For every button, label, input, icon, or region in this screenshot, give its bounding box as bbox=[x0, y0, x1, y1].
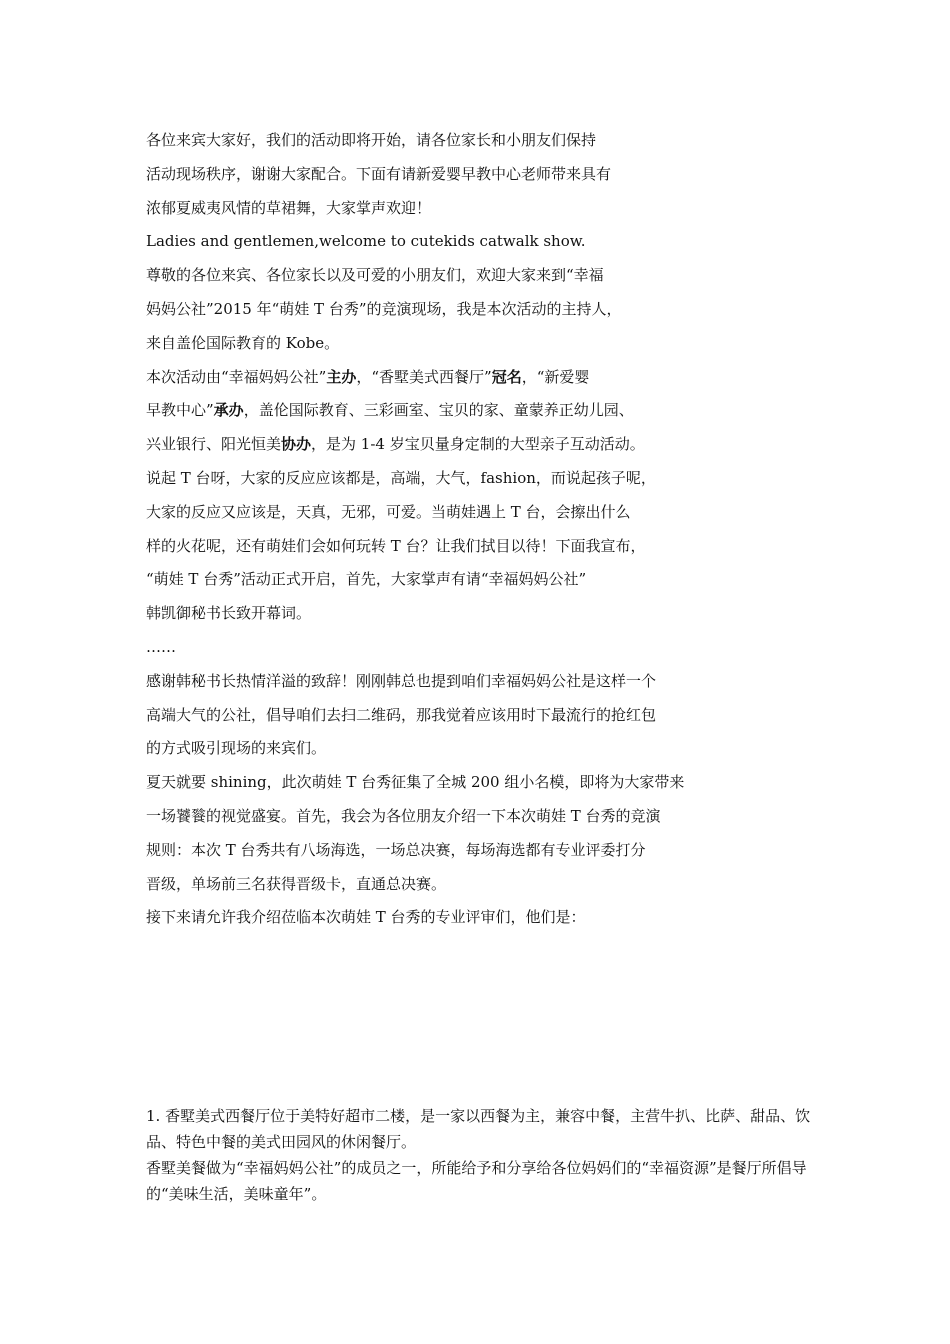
script-line bbox=[146, 158, 766, 192]
bold-keyword: 协办 bbox=[281, 435, 312, 454]
line-text: 活动现场秩序，谢谢大家配合。下面有请新爱婴早教中心老师带来具有 bbox=[146, 164, 612, 183]
script-line bbox=[146, 327, 766, 361]
script-line bbox=[146, 192, 766, 226]
script-line bbox=[146, 394, 766, 428]
line-text: 韩凯御秘书长致开幕词。 bbox=[146, 604, 312, 623]
line-text: ，“新爱婴 bbox=[521, 367, 590, 386]
line-text: 样的火花呢，还有萌娃们会如何玩转 T 台？让我们拭目以待！下面我宣布， bbox=[146, 536, 646, 555]
line-text: ，“香墅美式西餐厅” bbox=[356, 367, 492, 386]
line-text: “萌娃 T 台秀”活动正式开启，首先，大家掌声有请“幸福妈妈公社” bbox=[146, 570, 587, 589]
bold-keyword: 冠名 bbox=[491, 367, 522, 386]
script-line bbox=[146, 428, 766, 462]
line-text: 大家的反应又应该是，天真，无邪，可爱。当萌娃遇上 T 台，会擦出什么 bbox=[146, 502, 631, 521]
bold-keyword: 主办 bbox=[326, 367, 357, 386]
line-text: 高端大气的公社，倡导咱们去扫二维码，那我觉着应该用时下最流行的抢红包 bbox=[146, 705, 657, 724]
script-line bbox=[146, 631, 766, 665]
line-text: Ladies and gentlemen,welcome to cutekids catwalk show. bbox=[146, 232, 586, 251]
script-line bbox=[146, 496, 766, 530]
line-text: 规则：本次 T 台秀共有八场海选，一场总决赛，每场海选都有专业评委打分 bbox=[146, 840, 646, 859]
line-text: 夏天就要 shining，此次萌娃 T 台秀征集了全城 200 组小名模，即将为大家带来 bbox=[146, 773, 685, 792]
line-text: 来自盖伦国际教育的 Kobe。 bbox=[146, 333, 340, 352]
script-line bbox=[146, 225, 766, 259]
line-text: …… bbox=[146, 637, 176, 656]
script-line bbox=[146, 530, 766, 564]
line-text: 浓郁夏威夷风情的草裙舞，大家掌声欢迎！ bbox=[146, 198, 432, 217]
line-text: ，是为 1-4 岁宝贝量身定制的大型亲子互动活动。 bbox=[311, 435, 645, 454]
line-text: 兴业银行、阳光恒美 bbox=[146, 435, 282, 454]
line-text: 感谢韩秘书长热情洋溢的致辞！刚刚韩总也提到咱们幸福妈妈公社是这样一个 bbox=[146, 671, 657, 690]
line-text: 晋级，单场前三名获得晋级卡，直通总决赛。 bbox=[146, 874, 447, 893]
line-text: 的方式吸引现场的来宾们。 bbox=[146, 739, 327, 758]
script-line bbox=[146, 834, 766, 868]
script-line bbox=[146, 766, 766, 800]
line-text: 尊敬的各位来宾、各位家长以及可爱的小朋友们，欢迎大家来到“幸福 bbox=[146, 266, 604, 285]
script-line bbox=[146, 665, 766, 699]
line-text: 接下来请允许我介绍莅临本次萌娃 T 台秀的专业评审们，他们是： bbox=[146, 908, 586, 927]
sponsor-notes bbox=[146, 1103, 816, 1207]
script-line bbox=[146, 597, 766, 631]
line-text: 各位来宾大家好，我们的活动即将开始，请各位家长和小朋友们保持 bbox=[146, 131, 597, 149]
script-line bbox=[146, 868, 766, 902]
script-line bbox=[146, 293, 766, 327]
line-text: 妈妈公社”2015 年“萌娃 T 台秀”的竞演现场，我是本次活动的主持人， bbox=[146, 299, 622, 318]
bold-keyword: 承办 bbox=[213, 401, 244, 420]
script-line bbox=[146, 259, 766, 293]
line-text: ，盖伦国际教育、三彩画室、宝贝的家、童蒙养正幼儿园、 bbox=[243, 401, 634, 420]
script-line bbox=[146, 732, 766, 766]
line-text: 本次活动由“幸福妈妈公社” bbox=[146, 367, 327, 386]
host-script bbox=[146, 124, 766, 935]
script-line bbox=[146, 901, 766, 935]
note-paragraph: 香墅美餐做为“幸福妈妈公社”的成员之一，所能给予和分享给各位妈妈们的“幸福资源”是餐厅所倡导的“美味生活，美味童年”。 bbox=[146, 1159, 807, 1203]
script-line bbox=[146, 699, 766, 733]
script-line bbox=[146, 124, 766, 158]
line-text: 早教中心” bbox=[146, 401, 214, 420]
line-text: 一场饕餮的视觉盛宴。首先，我会为各位朋友介绍一下本次萌娃 T 台秀的竞演 bbox=[146, 806, 661, 825]
script-line bbox=[146, 462, 766, 496]
script-line bbox=[146, 800, 766, 834]
note-paragraph: 1. 香墅美式西餐厅位于美特好超市二楼，是一家以西餐为主，兼容中餐，主营牛扒、比萨、甜品、饮品、特色中餐的美式田园风的休闲餐厅。 bbox=[146, 1107, 811, 1151]
line-text: 说起 T 台呀，大家的反应应该都是，高端，大气，fashion，而说起孩子呢， bbox=[146, 468, 656, 487]
script-line bbox=[146, 563, 766, 597]
script-line bbox=[146, 361, 766, 395]
